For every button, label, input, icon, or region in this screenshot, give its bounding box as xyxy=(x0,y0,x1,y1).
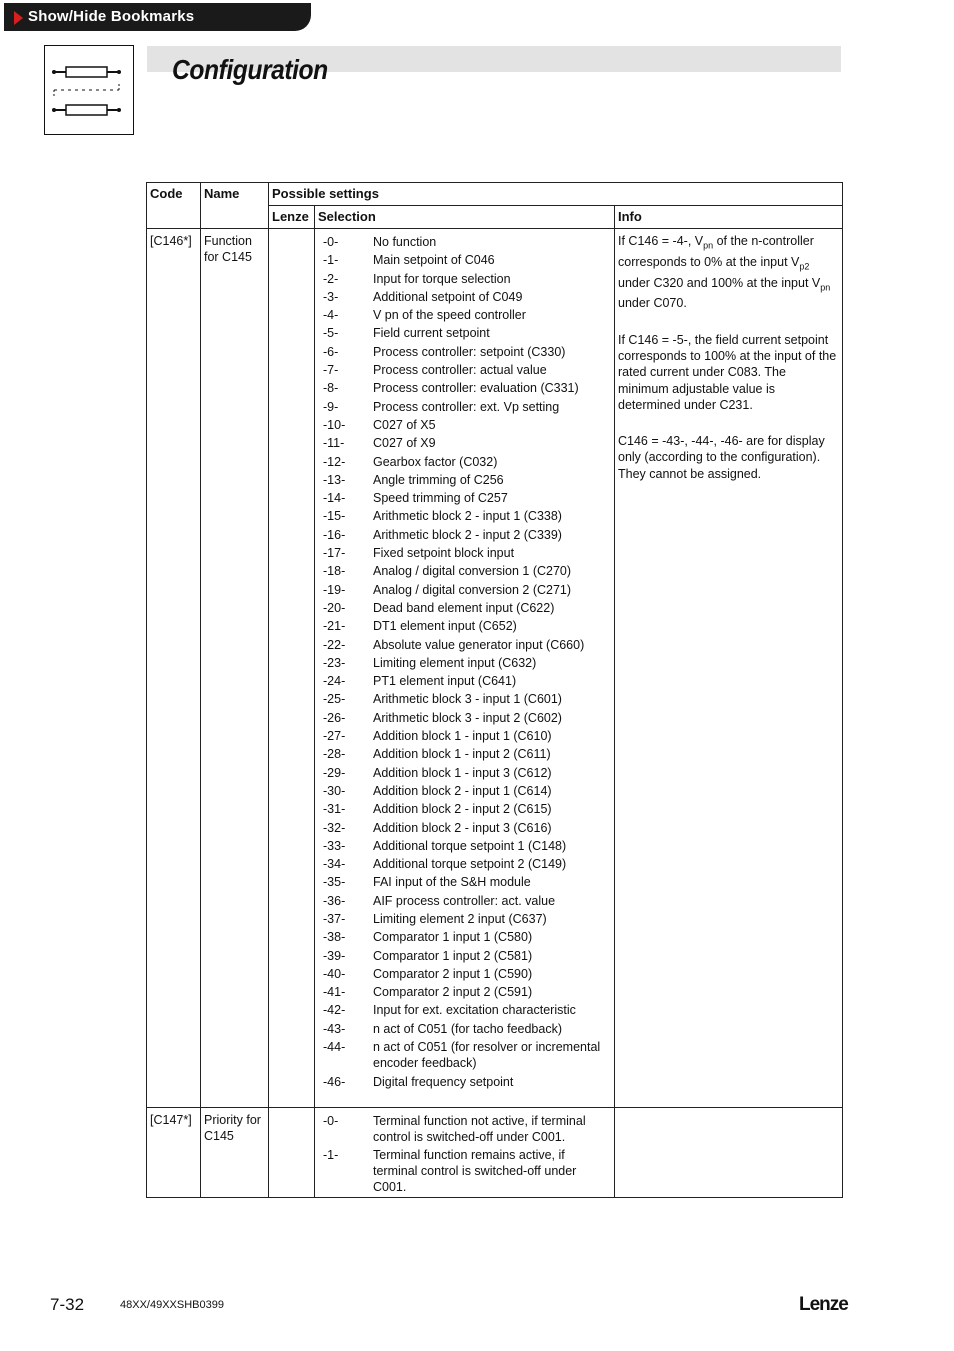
option-item xyxy=(318,636,611,654)
option-text: Gearbox factor (C032) xyxy=(373,454,498,469)
option-item xyxy=(318,507,611,525)
option-text: Arithmetic block 3 - input 2 (C602) xyxy=(373,710,562,725)
option-text: Terminal function not active, if terminal control is switched-off under C001. xyxy=(373,1114,586,1144)
header-info: Info xyxy=(615,206,843,229)
option-item xyxy=(318,251,611,269)
option-number: -1- xyxy=(323,1148,339,1162)
option-item xyxy=(318,928,611,946)
option-item xyxy=(318,544,611,562)
option-item xyxy=(318,324,611,342)
lenze-logo: Lenze xyxy=(799,1294,848,1315)
option-number: -41- xyxy=(323,985,346,1000)
option-number: -3- xyxy=(323,289,339,304)
option-item xyxy=(318,1073,611,1091)
option-item xyxy=(318,489,611,507)
option-text: Addition block 1 - input 2 (C611) xyxy=(373,747,551,762)
option-item xyxy=(318,453,611,471)
table-row xyxy=(147,1108,843,1198)
option-number: -25- xyxy=(323,692,346,707)
option-item xyxy=(318,1020,611,1038)
option-number: -26- xyxy=(323,710,346,725)
option-item xyxy=(318,398,611,416)
option-text: Angle trimming of C256 xyxy=(373,472,504,487)
option-number: -43- xyxy=(323,1021,346,1036)
option-text: Main setpoint of C046 xyxy=(373,253,495,268)
option-number: -5- xyxy=(323,326,339,341)
option-number: -15- xyxy=(323,509,346,524)
selection-cell xyxy=(315,1108,615,1198)
code-table xyxy=(146,182,843,1198)
option-number: -42- xyxy=(323,1003,346,1018)
option-text: C027 of X9 xyxy=(373,436,436,451)
option-item xyxy=(318,947,611,965)
option-text: DT1 element input (C652) xyxy=(373,619,517,634)
info-cell xyxy=(615,1108,843,1198)
option-item xyxy=(318,1001,611,1019)
option-text: Field current setpoint xyxy=(373,326,490,341)
option-item xyxy=(318,672,611,690)
document-id: 48XX/49XXSHB0399 xyxy=(120,1299,224,1311)
option-item xyxy=(318,1113,611,1145)
option-text: Comparator 1 input 1 (C580) xyxy=(373,930,533,945)
option-number: -37- xyxy=(323,911,346,926)
selection-cell xyxy=(315,229,615,1108)
option-item xyxy=(318,837,611,855)
option-text: Analog / digital conversion 2 (C271) xyxy=(373,582,572,597)
option-number: -14- xyxy=(323,491,346,506)
option-text: Process controller: actual value xyxy=(373,363,547,378)
header-possible-settings: Possible settings xyxy=(269,183,843,206)
option-text: C027 of X5 xyxy=(373,417,436,432)
option-item xyxy=(318,416,611,434)
option-text: Fixed setpoint block input xyxy=(373,546,515,561)
option-number: -20- xyxy=(323,600,346,615)
option-number: -13- xyxy=(323,472,346,487)
option-item xyxy=(318,581,611,599)
option-item xyxy=(318,434,611,452)
option-item xyxy=(318,361,611,379)
option-number: -38- xyxy=(323,930,346,945)
option-item xyxy=(318,306,611,324)
option-item xyxy=(318,745,611,763)
option-text: n act of C051 (for resolver or incremental encoder feedback) xyxy=(373,1040,601,1071)
option-item xyxy=(318,855,611,873)
option-item xyxy=(318,599,611,617)
option-item xyxy=(318,288,611,306)
info-paragraph: If C146 = -5-, the field current setpoint corresponds to 100% at the input of the rated current under C083. The minimum adjustable value is determined under C231. xyxy=(618,332,837,412)
option-text: Analog / digital conversion 1 (C270) xyxy=(373,564,572,579)
option-text: Additional setpoint of C049 xyxy=(373,289,523,304)
option-text: Comparator 2 input 2 (C591) xyxy=(373,985,533,1000)
option-number: -9- xyxy=(323,399,339,414)
option-text: Arithmetic block 2 - input 1 (C338) xyxy=(373,509,562,524)
option-text: Process controller: evaluation (C331) xyxy=(373,381,579,396)
option-text: Input for ext. excitation characteristic xyxy=(373,1003,576,1018)
option-number: -12- xyxy=(323,454,346,469)
option-number: -22- xyxy=(323,637,346,652)
option-item xyxy=(318,379,611,397)
option-item xyxy=(318,910,611,928)
page-title: Configuration xyxy=(172,54,328,85)
option-item xyxy=(318,983,611,1001)
lenze-cell xyxy=(269,229,315,1108)
header-selection: Selection xyxy=(315,206,615,229)
option-item xyxy=(318,782,611,800)
info-paragraph: If C146 = -4-, $V_{pn}$ of the n-controller corresponds to 0% at the input $V_{p2}$ under C320 and 100% at the input $V_{pn}$ under C070. xyxy=(618,234,831,311)
option-number: -10- xyxy=(323,417,346,432)
option-number: -17- xyxy=(323,546,346,561)
bookmark-tab-label: Show/Hide Bookmarks xyxy=(28,8,195,25)
option-number: -23- xyxy=(323,655,346,670)
option-number: -19- xyxy=(323,582,346,597)
option-item xyxy=(318,819,611,837)
option-item xyxy=(318,892,611,910)
option-text: Process controller: ext. Vp setting xyxy=(373,399,560,414)
option-item xyxy=(318,270,611,288)
option-number: -1- xyxy=(323,253,339,268)
option-number: -33- xyxy=(323,838,346,853)
name-cell: Priority for C145 xyxy=(201,1108,269,1198)
show-hide-bookmarks-button[interactable] xyxy=(4,3,311,31)
option-number: -24- xyxy=(323,674,346,689)
code-cell: [C146*] xyxy=(147,229,201,1108)
option-text: n act of C051 (for tacho feedback) xyxy=(373,1021,562,1036)
option-text: Addition block 1 - input 1 (C610) xyxy=(373,729,552,744)
option-number: -7- xyxy=(323,363,339,378)
option-number: -0- xyxy=(323,235,339,249)
option-number: -2- xyxy=(323,271,339,286)
option-text: Process controller: setpoint (C330) xyxy=(373,344,566,359)
option-number: -30- xyxy=(323,783,346,798)
option-text: Additional torque setpoint 1 (C148) xyxy=(373,838,567,853)
option-text: Comparator 2 input 1 (C590) xyxy=(373,966,533,981)
option-item xyxy=(318,690,611,708)
option-number: -46- xyxy=(323,1075,346,1090)
option-number: -27- xyxy=(323,729,346,744)
option-item xyxy=(318,343,611,361)
option-text: FAI input of the S&H module xyxy=(373,875,531,890)
option-number: -18- xyxy=(323,564,346,579)
option-item xyxy=(318,727,611,745)
header-name: Name xyxy=(201,183,269,229)
option-item xyxy=(318,965,611,983)
option-list xyxy=(318,1113,611,1195)
option-number: -6- xyxy=(323,344,339,359)
option-number: -40- xyxy=(323,966,346,981)
name-cell: Function for C145 xyxy=(201,229,269,1108)
info-cell xyxy=(615,229,843,1108)
triangle-right-icon xyxy=(14,11,23,25)
page-number: 7-32 xyxy=(50,1295,85,1314)
option-list xyxy=(318,233,611,1091)
option-text: Terminal function remains active, if terminal control is switched-off under C001. xyxy=(373,1148,577,1194)
option-item xyxy=(318,709,611,727)
option-item xyxy=(318,562,611,580)
option-number: -31- xyxy=(323,802,346,817)
option-number: -4- xyxy=(323,308,339,323)
option-number: -34- xyxy=(323,857,346,872)
option-number: -44- xyxy=(323,1040,346,1055)
option-number: -21- xyxy=(323,619,346,634)
header-lenze: Lenze xyxy=(269,206,315,229)
option-number: -0- xyxy=(323,1114,339,1128)
option-number: -11- xyxy=(323,436,345,451)
option-item xyxy=(318,526,611,544)
option-text: Addition block 2 - input 1 (C614) xyxy=(373,783,552,798)
option-item xyxy=(318,764,611,782)
option-number: -28- xyxy=(323,747,346,762)
option-text: Speed trimming of C257 xyxy=(373,491,508,506)
option-text: Addition block 2 - input 2 (C615) xyxy=(373,802,552,817)
option-text: Digital frequency setpoint xyxy=(373,1075,514,1090)
lenze-cell xyxy=(269,1108,315,1198)
option-number: -36- xyxy=(323,893,346,908)
option-text: Comparator 1 input 2 (C581) xyxy=(373,948,533,963)
option-text: AIF process controller: act. value xyxy=(373,893,556,908)
table-row xyxy=(147,229,843,1108)
configuration-diagram-icon xyxy=(44,45,134,135)
option-number: -39- xyxy=(323,948,346,963)
option-number: -32- xyxy=(323,820,346,835)
option-text: Addition block 2 - input 3 (C616) xyxy=(373,820,552,835)
info-paragraph: C146 = -43-, -44-, -46- are for display only (according to the configuration). They cannot be assigned. xyxy=(618,434,825,481)
header-code: Code xyxy=(147,183,201,229)
option-item xyxy=(318,873,611,891)
option-item xyxy=(318,617,611,635)
option-text: Addition block 1 - input 3 (C612) xyxy=(373,765,552,780)
option-text: No function xyxy=(373,235,437,249)
option-item xyxy=(318,471,611,489)
option-text: PT1 element input (C641) xyxy=(373,674,517,689)
option-item xyxy=(318,1147,611,1195)
option-item xyxy=(318,1039,611,1071)
option-text: Arithmetic block 2 - input 2 (C339) xyxy=(373,527,562,542)
option-text: Limiting element input (C632) xyxy=(373,655,537,670)
option-text: Dead band element input (C622) xyxy=(373,600,555,615)
option-number: -8- xyxy=(323,381,339,396)
option-text: Input for torque selection xyxy=(373,271,511,286)
code-cell: [C147*] xyxy=(147,1108,201,1198)
option-number: -29- xyxy=(323,765,346,780)
option-number: -16- xyxy=(323,527,346,542)
option-item xyxy=(318,233,611,251)
option-text: Absolute value generator input (C660) xyxy=(373,637,585,652)
option-number: -35- xyxy=(323,875,346,890)
option-text: V pn of the speed controller xyxy=(373,308,526,323)
option-text: Limiting element 2 input (C637) xyxy=(373,911,547,926)
option-item xyxy=(318,654,611,672)
option-item xyxy=(318,800,611,818)
option-text: Arithmetic block 3 - input 1 (C601) xyxy=(373,692,562,707)
option-text: Additional torque setpoint 2 (C149) xyxy=(373,857,567,872)
